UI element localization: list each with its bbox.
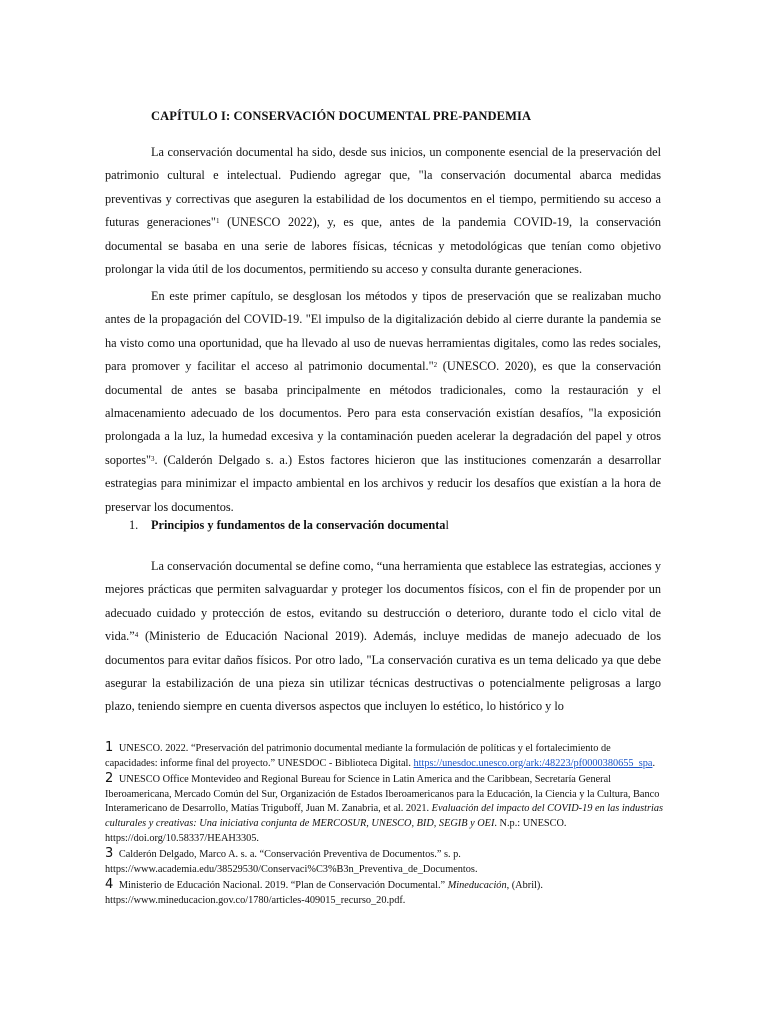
paragraph-1-text-a: La conservación documental ha sido, desde sus inicios, un componente esencial de la preservación del patrimonio cultural e intelectual. Pudiendo agregar que, "la conservación documental abarca medidas preventivas y correctivas que aseguren la estabilidad de los documentos en el tiempo, permitiendo su acceso a futuras generaciones" bbox=[105, 145, 661, 230]
paragraph-1 bbox=[105, 141, 661, 281]
paragraph-2-text-b: (UNESCO. 2020), es que la conservación documental de antes se basaba principalmente en métodos tradicionales, como la restauración y el almacenamiento adecuado de los documentos. Pero para esta conservación existían desafíos, "la exposición prolongada a la luz, la humedad excesiva y la contaminación pueden acelerar la degradación del papel y otros soportes" bbox=[105, 359, 661, 467]
footnote-italic-title: Evaluación del impacto del COVID-19 en las industrias culturales y creativas: Una iniciativa conjunta de MERCOSUR, UNESCO, BID, SEGIB y OEI bbox=[105, 803, 664, 829]
footnotes bbox=[105, 741, 665, 909]
section-title-tail: l bbox=[445, 518, 449, 532]
footnote-1 bbox=[105, 741, 665, 771]
footnote-ref-2[interactable]: 2 bbox=[433, 361, 438, 370]
footnote-link[interactable]: https://unesdoc.unesco.org/ark:/48223/pf0000380655_spa bbox=[413, 757, 653, 769]
footnote-number: 2 bbox=[105, 771, 114, 787]
paragraph-3-text-a: La conservación documental se define como, “una herramienta que establece las estrategias, acciones y mejores prácticas que permiten salvaguardar y proteger los documentos físicos, con el fin de propender por un adecuado cuidado y protección de estos, evitando su destrucción o deterioro, durante todo el ciclo vital de vida.” bbox=[105, 559, 661, 644]
footnote-tail: , (Abril). https://www.mineducacion.gov.co/1780/articles-409015_recurso_20.pdf. bbox=[105, 880, 543, 906]
footnote-4 bbox=[105, 878, 665, 908]
paragraph-3-text-b: (Ministerio de Educación Nacional 2019). Además, incluye medidas de manejo adecuado de los documentos para evitar daños físicos. Por otro lado, "La conservación curativa es un tema delicado ya que debe asegurar la estabilización de una pieza sin utilizar técnicas destructivas o potencialmente peligrosas a largo plazo, teniendo siempre en cuenta diversos aspectos que incluyen lo estético, lo histórico y lo bbox=[105, 629, 661, 714]
footnote-text: UNESCO Office Montevideo and Regional Bureau for Science in Latin America and the Caribbean, Secretaría General Iberoamericana, Mercado Común del Sur, Organización de Estados Iberoamericanos para la Educación, la Ciencia y la Cultura, Banco Interamericano de Desarrollo, Matías Triguboff, Juan M. Zanabria, et al. 2021. bbox=[105, 774, 660, 815]
footnote-text: Ministerio de Educación Nacional. 2019. “Plan de Conservación Documental.” bbox=[118, 880, 448, 892]
footnote-number: 3 bbox=[105, 846, 114, 862]
paragraph-2-text-c: . (Calderón Delgado s. a.) Estos factores hicieron que las instituciones comenzarán a desarrollar estrategias para minimizar el impacto ambiental en los archivos y reducir los desafíos que existían a la hora de preservar los documentos. bbox=[105, 452, 661, 514]
footnote-ref-4[interactable]: 4 bbox=[134, 631, 139, 640]
footnote-ref-3[interactable]: 3 bbox=[151, 454, 155, 463]
footnote-2 bbox=[105, 772, 665, 846]
footnote-number: 1 bbox=[105, 740, 114, 755]
footnote-3 bbox=[105, 847, 665, 877]
footnote-link-tail: . bbox=[652, 757, 656, 769]
footnote-text: UNESCO. 2022. “Preservación del patrimonio documental mediante la formulación de políticas y el fortalecimiento de capacidades: informe final del proyecto.” UNESDOC - Biblioteca Digital. bbox=[105, 743, 611, 769]
section-number: 1. bbox=[129, 518, 139, 532]
paragraph-1-text-b: (UNESCO 2022), y, es que, antes de la pandemia COVID-19, la conservación documental se basaba en una serie de labores físicas, técnicas y metodológicas que tenían como objetivo prolongar la vida útil de los documentos, permitiendo su acceso y consulta durante generaciones. bbox=[105, 215, 662, 277]
paragraph-3 bbox=[105, 555, 661, 719]
chapter-heading: CAPÍTULO I: CONSERVACIÓN DOCUMENTAL PRE-PANDEMIA bbox=[151, 109, 532, 123]
section-title: Principios y fundamentos de la conservación documenta bbox=[151, 518, 446, 532]
footnote-ref-1[interactable]: 1 bbox=[215, 217, 220, 226]
footnote-number: 4 bbox=[105, 877, 114, 893]
section-heading-1 bbox=[129, 518, 449, 533]
paragraph-2 bbox=[105, 285, 661, 519]
footnote-text: Calderón Delgado, Marco A. s. a. “Conservación Preventiva de Documentos.” s. p. https://www.academia.edu/38529530/Conservaci%C3%B3n_Preventiva_de_Documentos. bbox=[105, 849, 478, 875]
footnote-italic-title: Mineducación bbox=[447, 880, 507, 892]
footnote-tail: . N.p.: UNESCO. https://doi.org/10.58337/HEAH3305. bbox=[105, 817, 567, 844]
paragraph-2-text-a: En este primer capítulo, se desglosan los métodos y tipos de preservación que se realizaban mucho antes de la propagación del COVID-19. "El impulso de la digitalización debido al cierre durante la pandemia se ha visto como una oportunidad, que ha llevado al uso de nuevas herramientas digitales, como las redes sociales, para promover y facilitar el acceso al patrimonio documental." bbox=[105, 289, 661, 374]
